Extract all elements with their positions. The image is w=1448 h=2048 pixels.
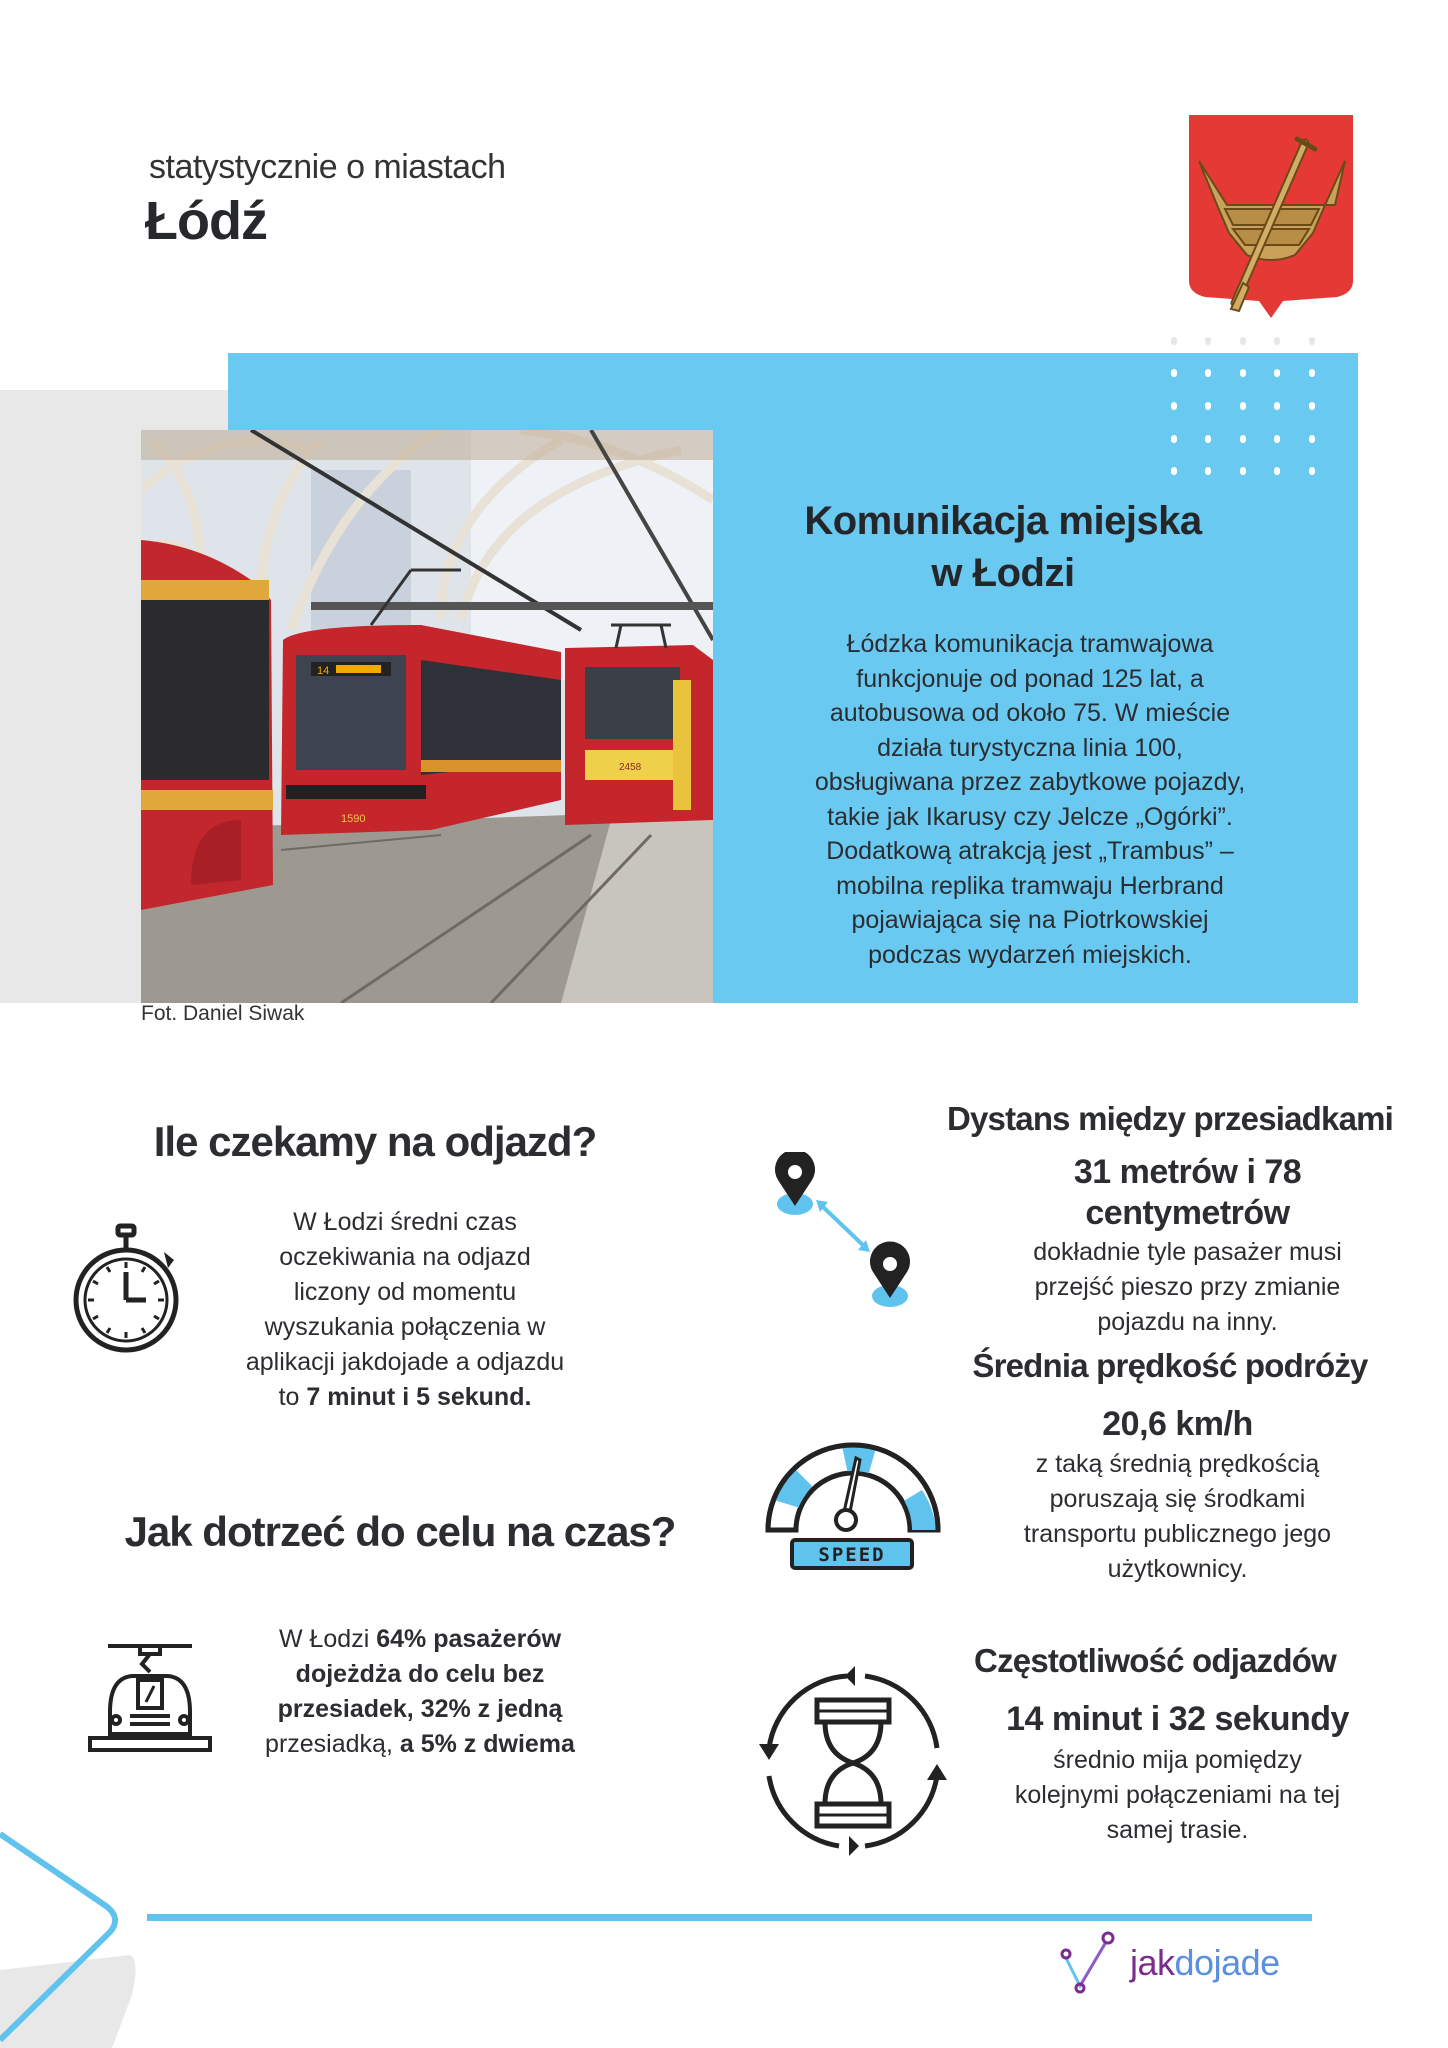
- text-line: pojawiająca się na Piotrkowskiej: [851, 906, 1209, 934]
- footer-divider: [147, 1914, 1312, 1921]
- city-title: Łódź: [145, 191, 267, 251]
- text-bold: przesiadek, 32% z jedną: [277, 1695, 563, 1723]
- text-line: takie jak Ikarusy czy Jelcze „Ogórki”.: [827, 802, 1233, 831]
- ontime-description: [195, 1622, 645, 1762]
- speed-heading: Średnia prędkość podróży: [972, 1347, 1368, 1384]
- photo-caption: Fot. Daniel Siwak: [141, 1002, 305, 1025]
- waiting-description: [175, 1205, 635, 1415]
- text-line: [195, 1692, 645, 1727]
- text-bold: a 5% z dwiema: [392, 1730, 575, 1758]
- text-line: działa turystyczna linia 100,: [877, 733, 1183, 762]
- lodz-coat-of-arms-icon: [1187, 113, 1355, 321]
- text-line: pojazdu na inny.: [1097, 1308, 1278, 1336]
- transit-heading-line: w Łodzi: [931, 551, 1075, 595]
- logo-text-dojade: dojade: [1174, 1942, 1280, 1983]
- tram-fleet-number-2: 2458: [619, 762, 642, 773]
- text-line: [195, 1727, 645, 1762]
- text-bold: dojeżdża do celu bez: [295, 1660, 545, 1688]
- text-line: funkcjonuje od ponad 125 lat, a: [856, 664, 1204, 693]
- speed-value: 20,6 km/h: [1102, 1405, 1253, 1443]
- tram-line-number: 14: [317, 665, 330, 677]
- hourglass-cycle-icon: [755, 1664, 951, 1860]
- frequency-heading: Częstotliwość odjazdów: [974, 1642, 1336, 1679]
- text-line: Łódzka komunikacja tramwajowa: [846, 630, 1214, 658]
- map-pins-distance-icon: [768, 1152, 926, 1312]
- distance-heading: Dystans między przesiadkami: [946, 1100, 1394, 1137]
- value-line: centymetrów: [1085, 1194, 1290, 1232]
- waiting-heading: Ile czekamy na odjazd?: [153, 1118, 597, 1165]
- distance-description: [960, 1235, 1415, 1340]
- text-line: obsługiwana przez zabytkowe pojazdy,: [814, 768, 1246, 796]
- frequency-value: 14 minut i 32 sekundy: [1006, 1700, 1349, 1738]
- value-line: 31 metrów i 78: [1073, 1153, 1302, 1191]
- text-line: liczony od momentu: [293, 1278, 517, 1306]
- speed-description: [960, 1447, 1395, 1587]
- series-subtitle: statystycznie o miastach: [149, 148, 506, 186]
- text-line: wyszukania połączenia w: [264, 1313, 546, 1341]
- text-line: [195, 1657, 645, 1692]
- text-line: podczas wydarzeń miejskich.: [868, 940, 1192, 969]
- text-line: użytkownicy.: [1107, 1555, 1248, 1583]
- waiting-time-value: 7 minut i 5 sekund.: [306, 1383, 532, 1411]
- text-line: dokładnie tyle pasażer musi: [1033, 1238, 1342, 1266]
- text-regular: przesiadką,: [265, 1730, 393, 1758]
- jakdojade-logo-icon: [1058, 1928, 1118, 1998]
- jakdojade-logo[interactable]: [1058, 1928, 1318, 1998]
- decorative-corner-shapes: [0, 1820, 160, 2048]
- text-regular: W Łodzi: [278, 1625, 377, 1653]
- text-line: z taką średnią prędkością: [1035, 1450, 1320, 1478]
- text-line: aplikacji jakdojade a odjazdu: [245, 1348, 565, 1376]
- logo-text-jak: jak: [1130, 1942, 1175, 1983]
- text-line: autobusowa od około 75. W mieście: [829, 699, 1231, 727]
- ontime-heading: Jak dotrzeć do celu na czas?: [124, 1508, 676, 1555]
- text-line: średnio mija pomiędzy: [1053, 1746, 1302, 1774]
- text-line: [195, 1622, 645, 1657]
- text-line: Dodatkową atrakcją jest „Trambus” –: [826, 837, 1234, 865]
- gauge-label: SPEED: [818, 1544, 886, 1566]
- transit-description: [740, 627, 1320, 972]
- text-line: kolejnymi połączeniami na tej: [1014, 1781, 1341, 1809]
- text-line: [175, 1380, 635, 1415]
- tram-fleet-number: 1590: [341, 813, 366, 825]
- transit-heading-line: Komunikacja miejska: [804, 499, 1202, 543]
- stopwatch-icon: [72, 1222, 184, 1356]
- distance-value: [960, 1152, 1415, 1234]
- text-line: poruszają się środkami: [1049, 1485, 1306, 1513]
- frequency-description: [960, 1743, 1395, 1848]
- text-line: przejść pieszo przy zmianie: [1034, 1273, 1341, 1301]
- text-line: mobilna replika tramwaju Herbrand: [836, 871, 1224, 900]
- tram-station-photo: [141, 430, 713, 1003]
- text-line: samej trasie.: [1106, 1816, 1249, 1844]
- text-line: W Łodzi średni czas: [293, 1208, 517, 1236]
- transit-heading: [713, 495, 1293, 599]
- text-bold: 64% pasażerów: [376, 1625, 562, 1653]
- text-line: transportu publicznego jego: [1023, 1520, 1332, 1548]
- text-regular: to: [278, 1383, 307, 1411]
- speedometer-icon: [760, 1420, 946, 1570]
- text-line: oczekiwania na odjazd: [279, 1243, 531, 1271]
